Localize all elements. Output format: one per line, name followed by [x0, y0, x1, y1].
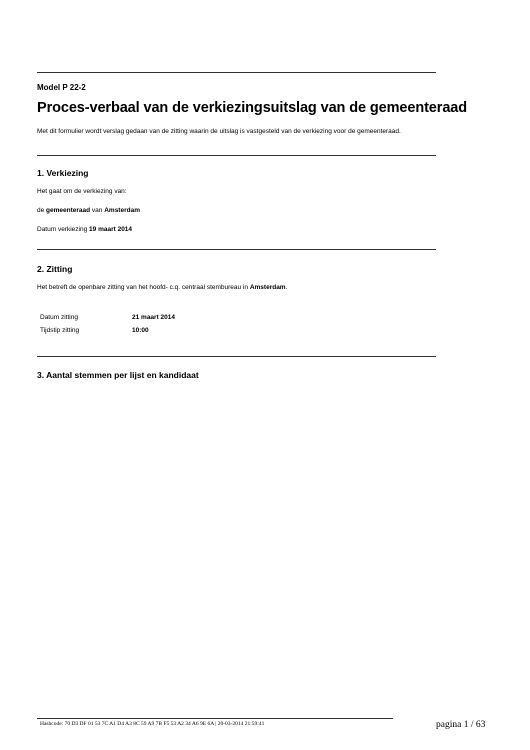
election-body-name: gemeenteraad	[46, 207, 91, 214]
divider	[37, 155, 436, 156]
election-date-label: Datum verkiezing	[37, 226, 90, 233]
election-city: Amsterdam	[104, 207, 140, 214]
divider	[37, 72, 436, 73]
election-body	[37, 207, 140, 214]
section-heading-verkiezing: 1. Verkiezing	[37, 168, 89, 178]
section-heading-stemmen: 3. Aantal stemmen per lijst en kandidaat	[37, 370, 199, 380]
session-text-suffix: .	[285, 284, 288, 291]
election-intro: Het gaat om de verkiezing van:	[37, 188, 127, 195]
divider	[37, 356, 436, 357]
model-code: Model P 22-2	[37, 83, 86, 92]
footer-divider	[37, 718, 393, 719]
session-city: Amsterdam	[249, 284, 286, 291]
page-title: Proces-verbaal van de verkiezingsuitslag van de gemeenteraad	[37, 100, 467, 116]
election-date-value: 19 maart 2014	[89, 226, 133, 233]
page-number: pagina 1 / 63	[436, 720, 486, 730]
session-date-value: 21 maart 2014	[132, 314, 176, 321]
election-body-mid: van	[90, 207, 105, 214]
session-text	[37, 284, 287, 291]
hashcode: Hashcode: 70 D3 DF 01 53 7C A1 D4 A3 8C 59 A9 7B F5 53 A2 34 A6 9E 6A | 20-03-2014 21:59:41	[40, 721, 265, 727]
session-time-label: Tijdstip zitting	[40, 327, 80, 334]
intro-text: Met dit formulier wordt verslag gedaan van de zitting waarin de uitslag is vastgesteld van de verkiezing voor de gemeenteraad.	[37, 128, 401, 135]
section-heading-zitting: 2. Zitting	[37, 264, 73, 274]
session-time-value: 10:00	[132, 327, 149, 334]
divider	[37, 249, 436, 250]
session-text-prefix: Het betreft de openbare zitting van het hoofd- c.q. centraal stembureau in	[37, 284, 250, 291]
session-date-label: Datum zitting	[40, 314, 78, 321]
election-date	[37, 226, 132, 233]
election-body-prefix: de	[37, 207, 47, 214]
